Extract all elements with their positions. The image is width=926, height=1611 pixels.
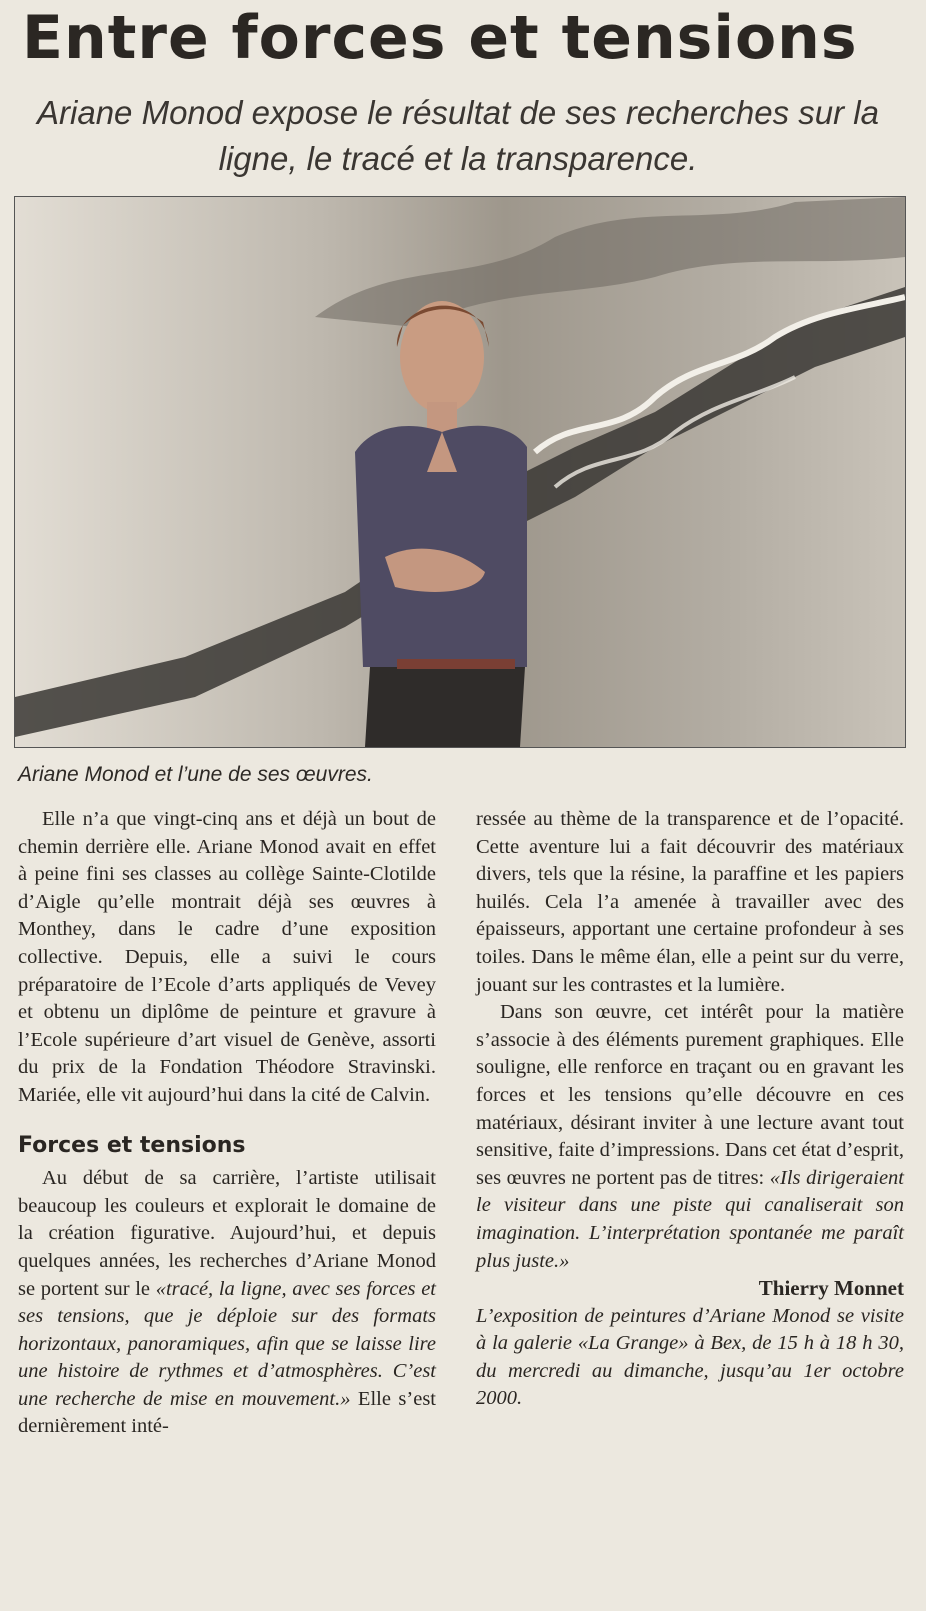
- photo-caption: Ariane Monod et l’une de ses œuvres.: [18, 763, 373, 786]
- right-column: [476, 806, 904, 1413]
- byline: Thierry Monnet: [758, 1276, 904, 1301]
- subheading: Forces et tensions: [18, 1132, 246, 1158]
- headline: Entre forces et tensions: [22, 3, 858, 73]
- deck: Ariane Monod expose le résultat de ses recherches sur la ligne, le tracé et la transparence.: [37, 94, 879, 177]
- paragraph: Dans son œuvre, cet intérêt pour la matière s’associe à des éléments purement graphiques. Elle souligne, elle renforce en traçant ou en gravant les forces et les tensions qu’elle découvre en ces matériaux, désirant inviter à une lecture avant tout sensitive, faite d’impressions. Dans cet état d’esprit, ses œuvres ne portent pas de titres: «Ils dirigeraient le visiteur dans une piste qui canaliserait son imagination. L’interprétation spontanée me paraît plus juste.»: [476, 1001, 904, 1272]
- artist-quote: «tracé, la ligne, avec ses forces et ses tensions, que je déploie sur des formats horizontaux, panoramiques, afin que se laisse lire une histoire de rythmes et d’atmosphères. C’est une recherche de mise en mouvement.»: [18, 1277, 436, 1410]
- artist-quote: «Ils dirigeraient le visiteur dans une piste qui canaliserait son imagination. L’interprétation spontanée me paraît plus juste.»: [476, 1166, 904, 1272]
- photo-illustration: [15, 197, 905, 747]
- article-photo: [14, 196, 906, 748]
- paragraph: Elle n’a que vingt-cinq ans et déjà un bout de chemin derrière elle. Ariane Monod avait en effet à peine fini ses classes au collège Sainte-Clotilde d’Aigle qu’elle montrait déjà ses œuvres à Monthey, dans le cadre d’une exposition collective. Depuis, elle a suivi le cours préparatoire de l’Ecole d’arts appliqués de Vevey et obtenu un diplôme de peinture et gravure à l’Ecole supérieure d’art visuel de Genève, assorti du prix de la Fondation Théodore Stravinski. Mariée, elle vit aujourd’hui dans la cité de Calvin.: [18, 808, 436, 1106]
- left-column: [18, 806, 436, 1441]
- exhibition-info: L’exposition de peintures d’Ariane Monod se visite à la galerie «La Grange» à Bex, de 15 h à 18 h 30, du mercredi au dimanche, jusqu’au 1er octobre 2000.: [476, 1304, 904, 1410]
- paragraph: ressée au thème de la transparence et de l’opacité. Cette aventure lui a fait découvrir des matériaux divers, tels que la résine, la paraffine et les papiers huilés. Cela l’a amenée à travailler avec des épaisseurs, apportant une certaine profondeur à ses toiles. Dans le même élan, elle a peint sur du verre, jouant sur les contrastes et la lumière.: [476, 808, 904, 996]
- paragraph: Au début de sa carrière, l’artiste utilisait beaucoup les couleurs et explorait le domaine de la création figurative. Aujourd’hui, et depuis quelques années, les recherches d’Ariane Monod se portent sur le «tracé, la ligne, avec ses forces et ses tensions, que je déploie sur des formats horizontaux, panoramiques, afin que se laisse lire une histoire de rythmes et d’atmosphères. C’est une recherche de mise en mouvement.» Elle s’est dernièrement inté-: [18, 1167, 437, 1438]
